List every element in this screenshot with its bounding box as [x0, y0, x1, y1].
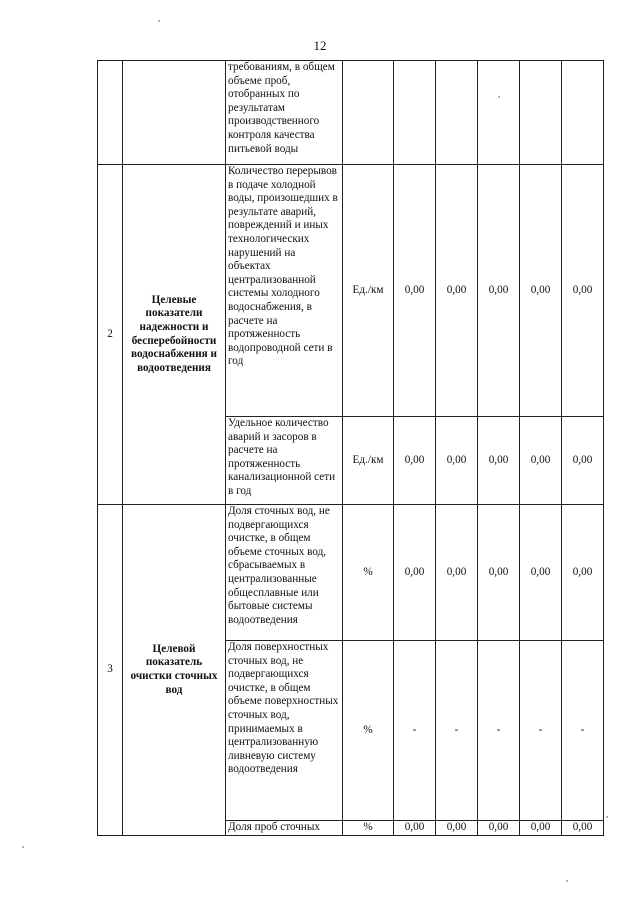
group-cell: Целевые показатели надежности и бесперебойности водоснабжения и водоотведения — [123, 165, 226, 505]
value-cell: 0,00 — [520, 821, 562, 836]
value-cell: 0,00 — [520, 417, 562, 505]
indicator-cell: Доля поверхностных сточных вод, не подвергающихся очистке, в общем объеме поверхностных сточных вод, принимаемых в централизованную ливневую систему водоотведения — [226, 641, 343, 821]
value-cell: 0,00 — [478, 165, 520, 417]
indicator-cell: Доля сточных вод, не подвергающихся очистке, в общем объеме сточных вод, сбрасываемых в централизованные общесплавные или бытовые системы водоотведения — [226, 505, 343, 641]
scan-speck — [498, 96, 500, 98]
value-cell: 0,00 — [562, 821, 604, 836]
scan-speck — [606, 816, 608, 818]
value-cell: 0,00 — [436, 417, 478, 505]
unit-cell: % — [343, 505, 394, 641]
indicators-table — [97, 60, 604, 836]
group-cell — [123, 61, 226, 165]
indicator-cell: Количество перерывов в подаче холодной воды, произошедших в результате аварий, повреждений и иных технологических нарушений на объектах централизованной системы холодного водоснабжения, в расчете на протяженность водопроводной сети в год — [226, 165, 343, 417]
value-cell: 0,00 — [478, 821, 520, 836]
value-cell: 0,00 — [520, 165, 562, 417]
row-number-cell: 3 — [98, 505, 123, 836]
value-cell: 0,00 — [436, 165, 478, 417]
row-number-cell — [98, 61, 123, 165]
scan-speck — [566, 880, 568, 882]
value-cell — [520, 61, 562, 165]
value-cell: 0,00 — [562, 417, 604, 505]
value-cell: - — [520, 641, 562, 821]
value-cell: 0,00 — [520, 505, 562, 641]
table-row — [98, 165, 604, 417]
group-cell: Целевой показатель очистки сточных вод — [123, 505, 226, 836]
value-cell — [562, 61, 604, 165]
value-cell: 0,00 — [478, 417, 520, 505]
scan-speck — [158, 20, 160, 22]
page-number: 12 — [313, 38, 327, 53]
indicator-cell: требованиям, в общем объеме проб, отобранных по результатам производственного контроля качества питьевой воды — [226, 61, 343, 165]
value-cell: - — [478, 641, 520, 821]
value-cell: 0,00 — [562, 165, 604, 417]
value-cell: - — [562, 641, 604, 821]
unit-cell: % — [343, 821, 394, 836]
value-cell: 0,00 — [394, 417, 436, 505]
unit-cell: Ед./км — [343, 417, 394, 505]
value-cell: 0,00 — [478, 505, 520, 641]
table-row — [98, 61, 604, 165]
unit-cell: Ед./км — [343, 165, 394, 417]
scan-speck — [22, 846, 24, 848]
value-cell — [478, 61, 520, 165]
indicator-cell: Удельное количество аварий и засоров в расчете на протяженность канализационной сети в год — [226, 417, 343, 505]
indicator-cell: Доля проб сточных — [226, 821, 343, 836]
unit-cell: % — [343, 641, 394, 821]
value-cell — [436, 61, 478, 165]
row-number-cell: 2 — [98, 165, 123, 505]
value-cell: 0,00 — [562, 505, 604, 641]
value-cell: 0,00 — [394, 165, 436, 417]
value-cell: - — [436, 641, 478, 821]
value-cell: 0,00 — [436, 821, 478, 836]
unit-cell — [343, 61, 394, 165]
table-row — [98, 505, 604, 641]
value-cell — [394, 61, 436, 165]
value-cell: 0,00 — [394, 505, 436, 641]
value-cell: 0,00 — [394, 821, 436, 836]
value-cell: 0,00 — [436, 505, 478, 641]
value-cell: - — [394, 641, 436, 821]
